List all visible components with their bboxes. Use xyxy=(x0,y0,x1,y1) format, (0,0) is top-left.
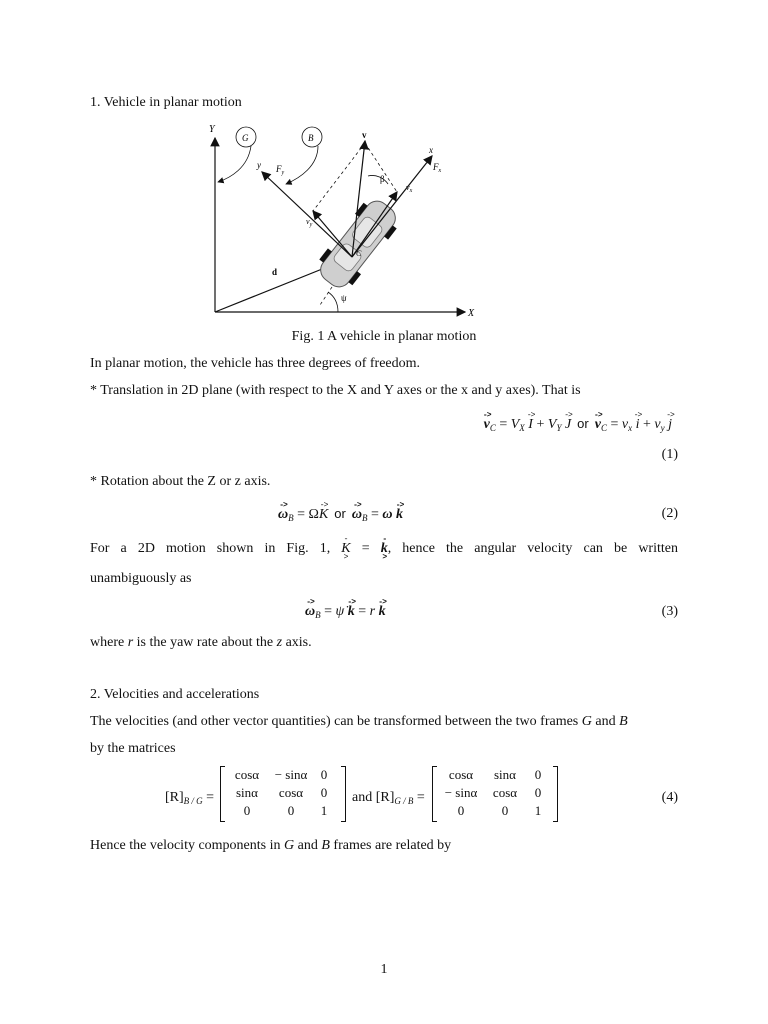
figure-caption: Fig. 1 A vehicle in planar motion xyxy=(291,329,477,344)
label-vx: $v_x$ xyxy=(406,183,413,194)
B-frame-arc xyxy=(286,146,318,184)
label-Fy: $F_y$ xyxy=(276,164,285,176)
paragraph-translation: * Translation in 2D plane (with respect to the X and Y axes or the x and y axes). That is xyxy=(90,383,581,398)
label-psi: ψ xyxy=(341,293,347,303)
label-d: d xyxy=(272,267,278,277)
paragraph-rotation: * Rotation about the Z or z axis. xyxy=(90,474,271,489)
paragraph-dof: In planar motion, the vehicle has three degrees of freedom. xyxy=(90,356,421,371)
paragraph-unambiguously: unambiguously as xyxy=(90,571,192,586)
equation-2: -> $\omega_B = \Omega-> K$ $or-> \omega_B = \omega -> k$ xyxy=(278,505,403,527)
paragraph-hence-velocity: Hence the velocity components in G and B frames are related by xyxy=(90,838,452,853)
label-Y: Y xyxy=(209,124,215,135)
equation-1-number: (1) xyxy=(661,447,678,462)
projection-dashed-1 xyxy=(313,143,365,211)
paragraph-velocities: The velocities (and other vector quantities) can be transformed between the two frames G and B xyxy=(90,714,628,729)
label-beta: β xyxy=(380,174,385,184)
page-number: 1 xyxy=(380,962,388,977)
label-x: x xyxy=(429,145,433,155)
label-v: v xyxy=(362,130,367,140)
label-vy: $v_y$ xyxy=(306,217,313,228)
paragraph-yaw-rate: where r is the yaw rate about the z axis. xyxy=(90,635,312,650)
label-C: C xyxy=(356,249,362,258)
paragraph-by-matrices: by the matrices xyxy=(90,741,176,756)
equation-4-number: (4) xyxy=(661,790,678,805)
equation-1: -> $v_C = V_X -> I + V_Y -> J$ $or-> v_C = v_x -> i + v_y -> j$ xyxy=(484,415,672,437)
equation-3: -> $\omega_B$ = ψ̇ -> k = r -> k xyxy=(305,603,386,624)
paragraph-2d-motion: For a 2D motion shown in Fig. 1, -> K = -> k, hence the angular velocity can be written xyxy=(90,540,678,558)
psi-arc xyxy=(328,292,338,312)
section-1-heading: 1. Vehicle in planar motion xyxy=(90,95,242,110)
section-2-heading: 2. Velocities and accelerations xyxy=(90,687,260,702)
label-y: y xyxy=(257,160,261,170)
equation-4-lhs1: $[R]_{B / G}$ = xyxy=(165,790,215,806)
G-frame-arc xyxy=(218,146,251,182)
y-body-axis xyxy=(262,172,352,257)
projection-dashed-2 xyxy=(365,143,397,192)
matrix-G-B: cosα sinα 0 − sinα cosα 0 0 0 1 xyxy=(432,766,558,822)
beta-arc xyxy=(368,175,388,184)
label-X: X xyxy=(468,308,475,319)
equation-4-and-rhs: and $[R]_{G / B}$ = xyxy=(352,790,425,806)
equation-2-number: (2) xyxy=(661,506,678,521)
vehicle-planar-motion-figure xyxy=(0,0,768,330)
equation-3-number: (3) xyxy=(661,604,678,619)
label-B: B xyxy=(308,133,314,143)
label-G: G xyxy=(242,133,249,143)
matrix-B-G: cosα − sinα 0 sinα cosα 0 0 0 1 xyxy=(220,766,346,822)
label-Fx: $F_x$ xyxy=(433,162,442,174)
